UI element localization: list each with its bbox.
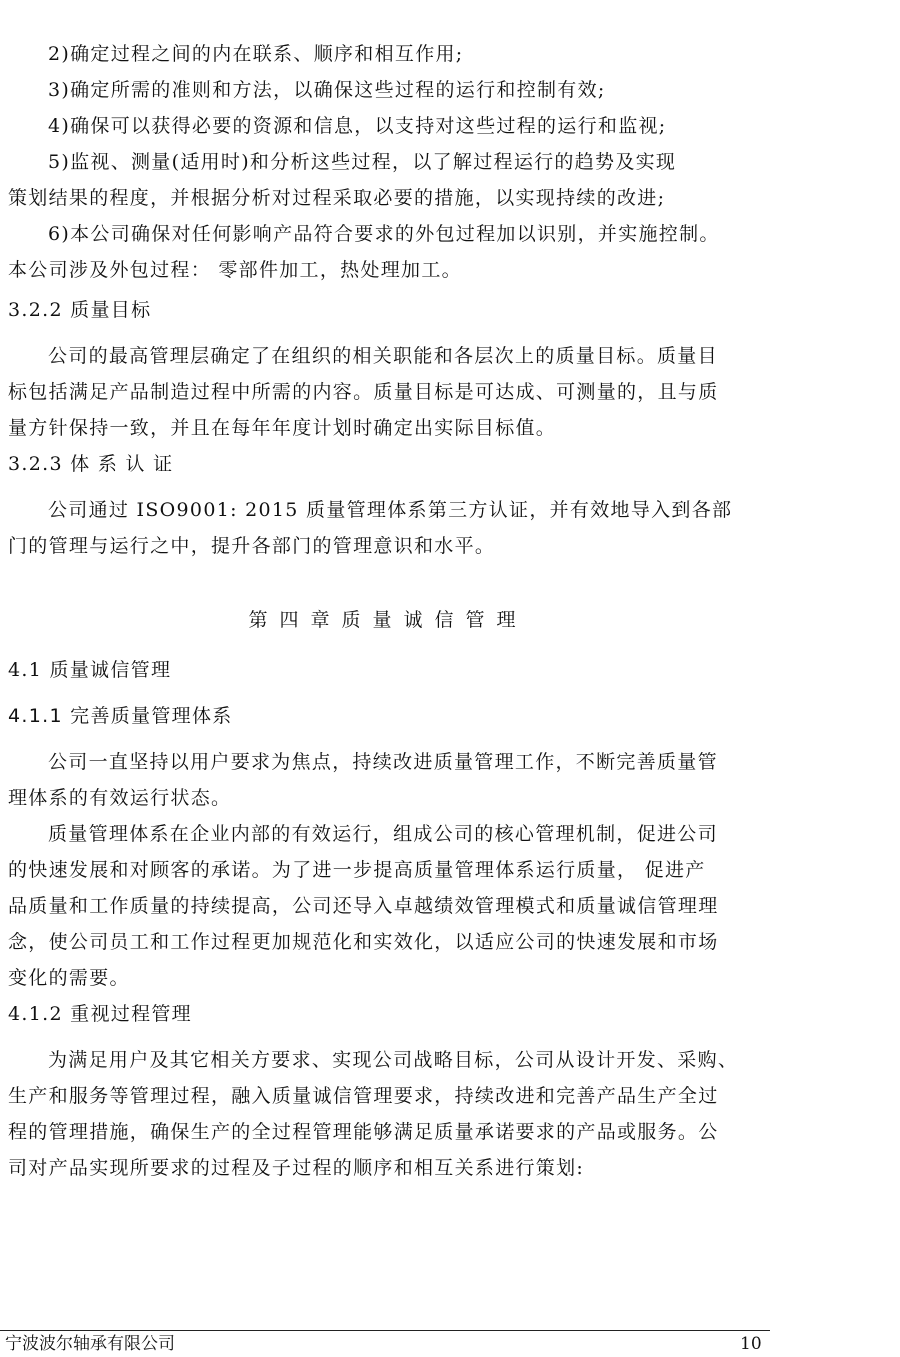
- paragraph-line: 念，使公司员工和工作过程更加规范化和实效化，以适应公司的快速发展和市场: [8, 931, 719, 953]
- list-item: 4)确保可以获得必要的资源和信息，以支持对这些过程的运行和监视;: [48, 115, 667, 137]
- paragraph-line: 公司的最高管理层确定了在组织的相关职能和各层次上的质量目标。质量目: [48, 345, 718, 367]
- paragraph-line: 质量管理体系在企业内部的有效运行，组成公司的核心管理机制，促进公司: [48, 823, 718, 845]
- paragraph-line: 公司一直坚持以用户要求为焦点，持续改进质量管理工作，不断完善质量管: [48, 751, 718, 773]
- list-item: 6)本公司确保对任何影响产品符合要求的外包过程加以识别，并实施控制。: [48, 223, 720, 245]
- paragraph-line: 量方针保持一致，并且在每年年度计划时确定出实际目标值。: [8, 417, 557, 439]
- section-heading-4-1: 4.1 质量诚信管理: [8, 659, 172, 681]
- paragraph-line: 门的管理与运行之中，提升各部门的管理意识和水平。: [8, 535, 496, 557]
- paragraph-line: 标包括满足产品制造过程中所需的内容。质量目标是可达成、可测量的，且与质: [8, 381, 719, 403]
- paragraph-line: 理体系的有效运行状态。: [8, 787, 232, 809]
- paragraph-line: 公司通过 ISO9001: 2015 质量管理体系第三方认证，并有效地导入到各部: [48, 499, 733, 521]
- footer-company-name: 宁波波尔轴承有限公司: [5, 1334, 175, 1354]
- list-item: 2)确定过程之间的内在联系、顺序和相互作用;: [48, 43, 464, 65]
- paragraph-line: 程的管理措施，确保生产的全过程管理能够满足质量承诺要求的产品或服务。公: [8, 1121, 719, 1143]
- chapter-title: 第四章质量诚信管理: [248, 609, 528, 631]
- page-body: [8, 36, 768, 1186]
- paragraph-line: 品质量和工作质量的持续提高，公司还导入卓越绩效管理模式和质量诚信管理理: [8, 895, 719, 917]
- section-heading-4-1-1: 4.1.1 完善质量管理体系: [8, 705, 233, 727]
- list-item: 3)确定所需的准则和方法，以确保这些过程的运行和控制有效;: [48, 79, 606, 101]
- paragraph-line: 变化的需要。: [8, 967, 130, 989]
- section-heading-4-1-2: 4.1.2 重视过程管理: [8, 1003, 192, 1025]
- paragraph-line: 生产和服务等管理过程，融入质量诚信管理要求，持续改进和完善产品生产全过: [8, 1085, 719, 1107]
- section-heading-3-2-3: 3.2.3 体 系 认 证: [8, 453, 174, 475]
- paragraph-line: 为满足用户及其它相关方要求、实现公司战略目标，公司从设计开发、采购、: [48, 1049, 739, 1071]
- footer-page-number: 10: [740, 1334, 762, 1354]
- paragraph-line: 司对产品实现所要求的过程及子过程的顺序和相互关系进行策划:: [8, 1157, 585, 1179]
- list-item-continuation: 策划结果的程度，并根据分析对过程采取必要的措施，以实现持续的改进;: [8, 187, 666, 209]
- list-item: 5)监视、测量(适用时)和分析这些过程，以了解过程运行的趋势及实现: [48, 151, 677, 173]
- footer-divider: [0, 1330, 770, 1331]
- section-heading-3-2-2: 3.2.2 质量目标: [8, 299, 152, 321]
- paragraph-line: 的快速发展和对顾客的承诺。为了进一步提高质量管理体系运行质量， 促进产: [8, 859, 706, 881]
- list-item-continuation: 本公司涉及外包过程： 零部件加工，热处理加工。: [8, 259, 462, 281]
